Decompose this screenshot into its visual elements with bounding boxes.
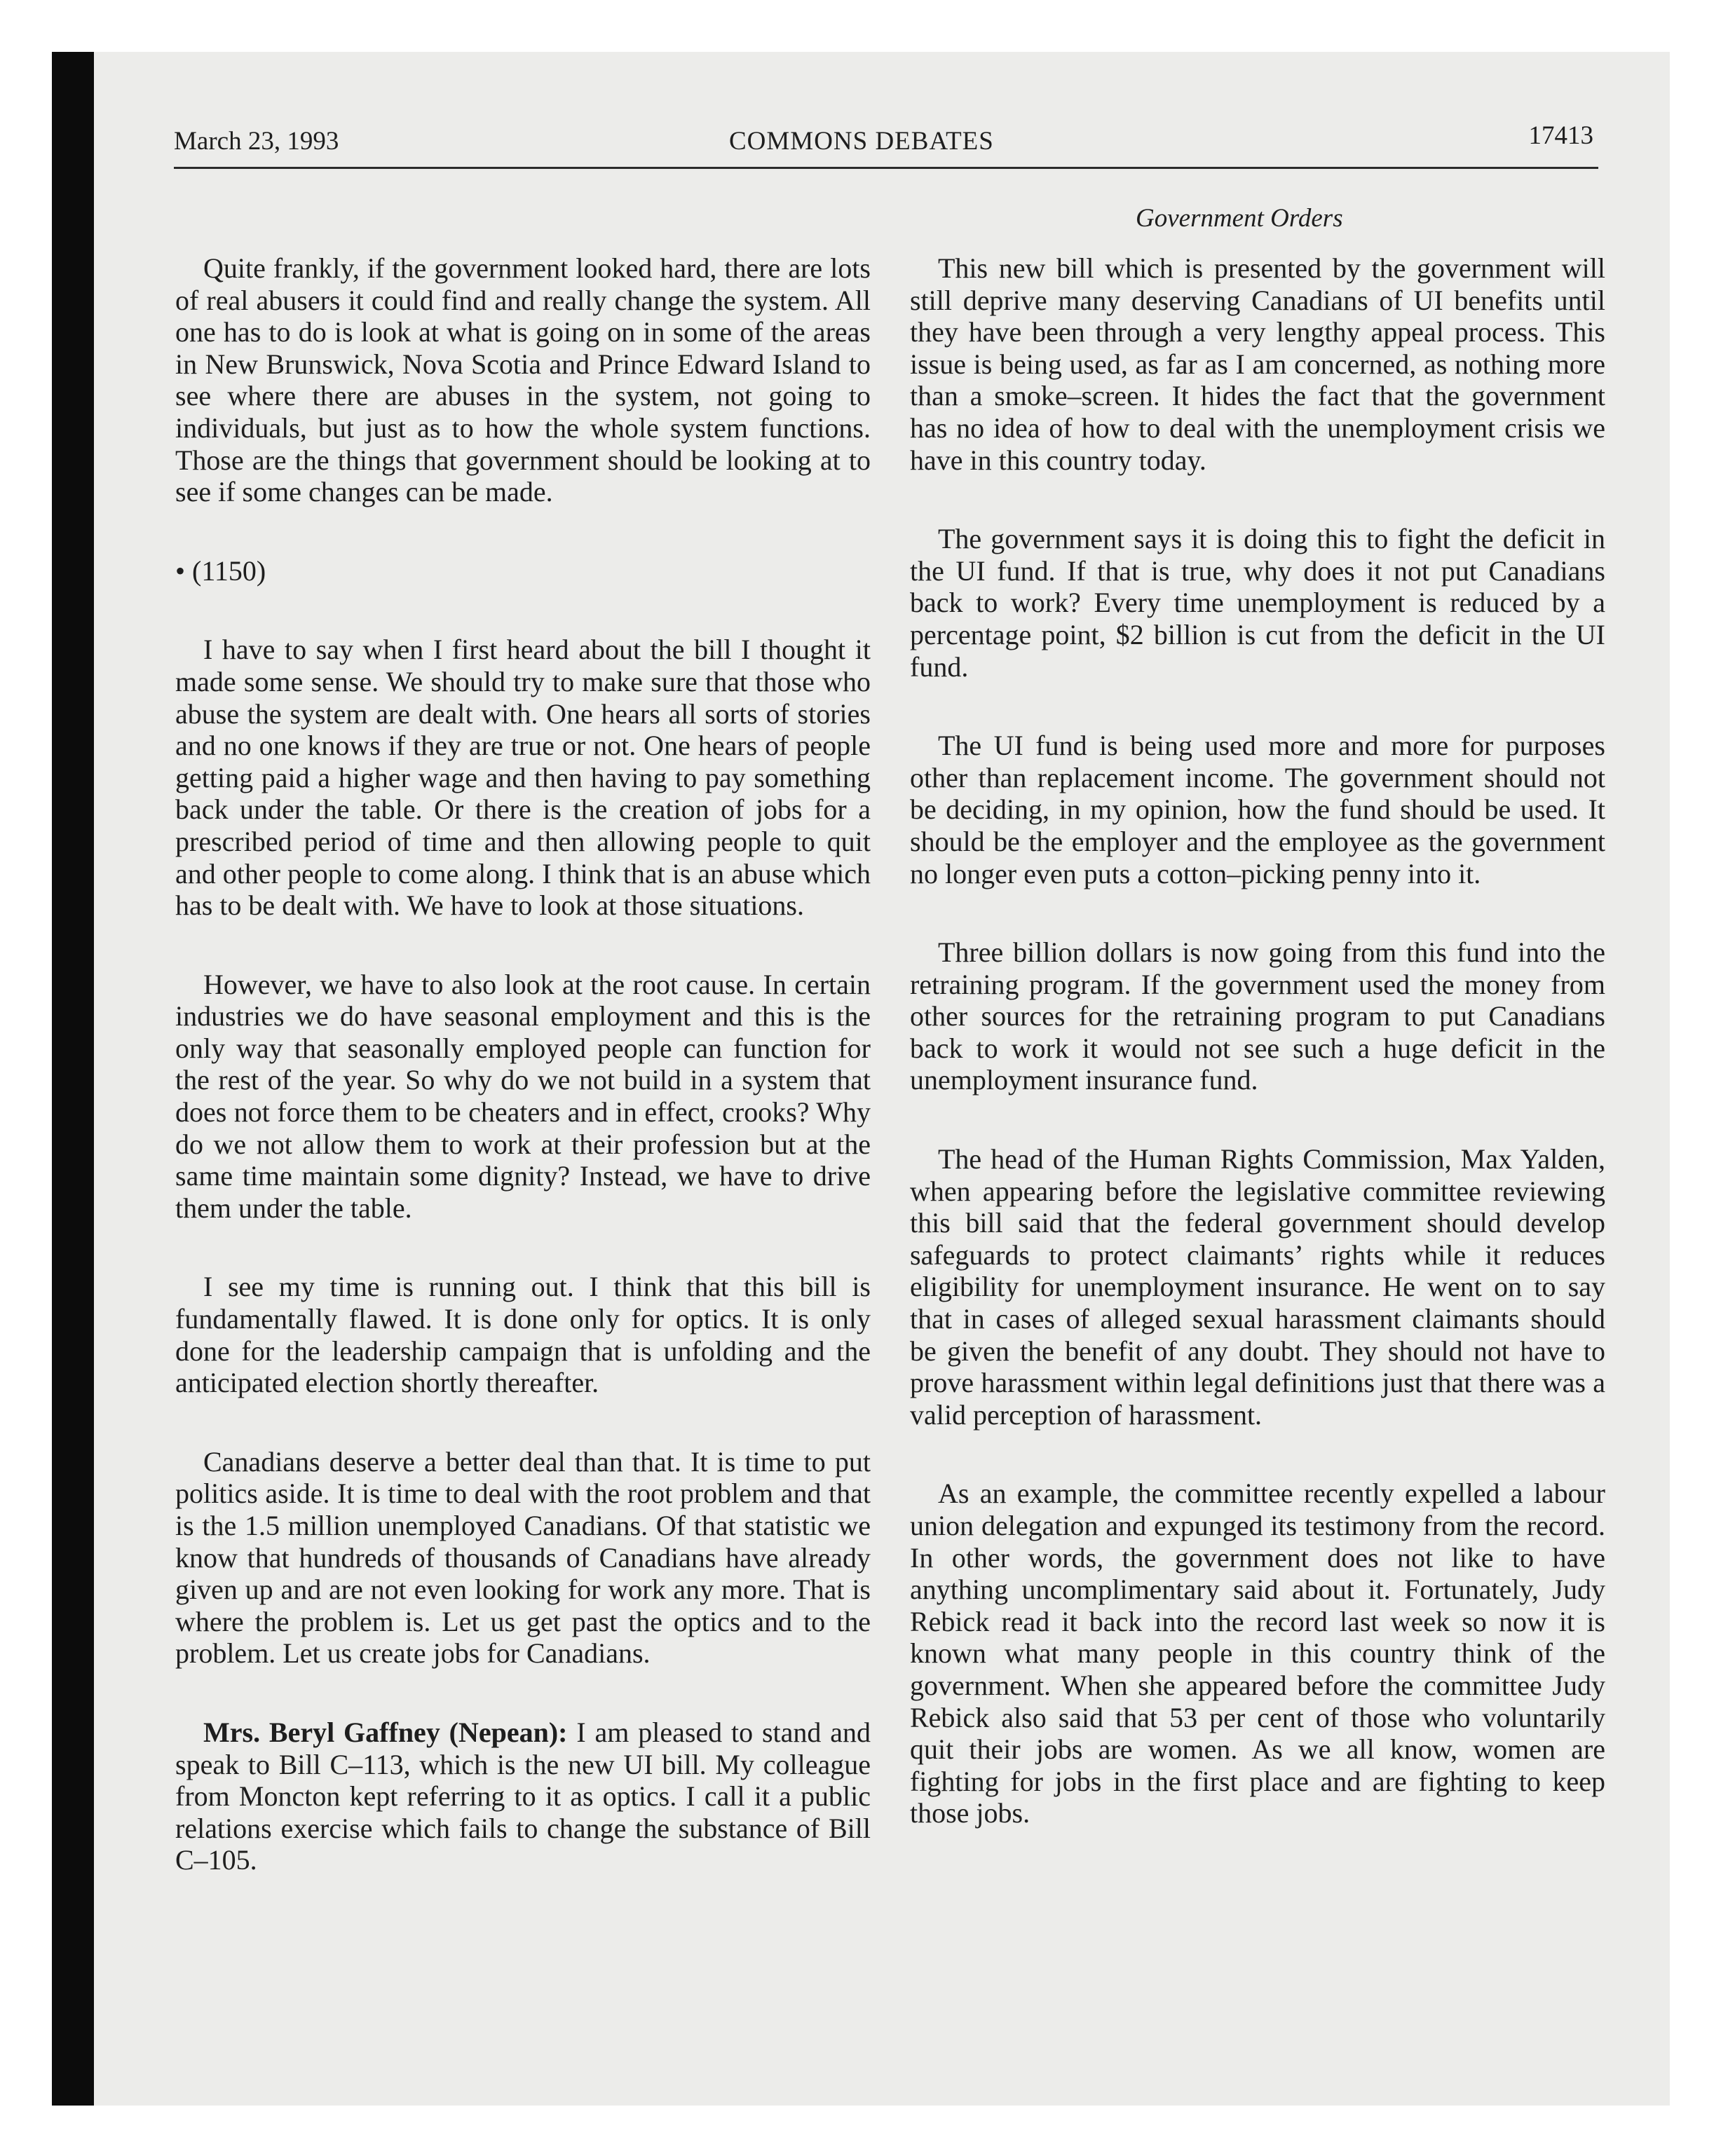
- left-paragraph-2: I have to say when I first heard about the bill I thought it made some sense. We should try to make sure that those who abuse the system are dealt with. One hears all sorts of stories and no one knows if they are true or not. One hears of people getting paid a higher wage and then having to pay something back under the table. Or there is the creation of jobs for a prescribed period of time and then allowing people to quit and other people to come along. I think that is an abuse which has to be dealt with. We have to look at those situations.: [175, 634, 871, 922]
- right-paragraph-6: As an example, the committee recently expelled a labour union delegation and expunged its testimony from the record. In other words, the government does not like to have anything uncomplimentary said about it. Fortunately, Judy Rebick read it back into the record last week so now it is known what many people in this country think of the government. When she appeared before the committee Judy Rebick also said that 53 per cent of those who voluntarily quit their jobs are women. As we all know, women are fighting for jobs in the first place and are fighting to keep those jobs.: [910, 1478, 1605, 1829]
- page-number: 17413: [1528, 121, 1593, 150]
- left-paragraph-3: However, we have to also look at the root cause. In certain industries we do have seasonal employment and this is the only way that seasonally employed people can function for the rest of the year. So why do we not build in a system that does not force them to be cheaters and in effect, crooks? Why do we not allow them to work at their profession but at the same time maintain some dignity? Instead, we have to drive them under the table.: [175, 968, 871, 1224]
- header-title: COMMONS DEBATES: [729, 127, 994, 156]
- left-column: [175, 252, 871, 1876]
- left-paragraph-1: Quite frankly, if the government looked hard, there are lots of real abusers it could find and really change the system. All one has to do is look at what is going on in some of the areas in New Brunswick, Nova Scotia and Prince Edward Island to see where there are abuses in the system, not going to individuals, but just as to how the whole system functions. Those are the things that government should be looking at to see if some changes can be made.: [175, 252, 871, 508]
- scan-binding-edge: [52, 52, 94, 2106]
- right-paragraph-1: This new bill which is presented by the government will still deprive many deserving Canadians of UI benefits until they have been through a very lengthy appeal process. This issue is being used, as far as I am concerned, as nothing more than a smoke–screen. It hides the fact that the government has no idea of how to deal with the unemployment crisis we have in this country today.: [910, 252, 1605, 476]
- speaker-name: Mrs. Beryl Gaffney (Nepean):: [203, 1716, 568, 1748]
- right-paragraph-2: The government says it is doing this to fight the deficit in the UI fund. If that is true, why does it not put Canadians back to work? Every time unemployment is reduced by a percentage point, $2 billion is cut from the deficit in the UI fund.: [910, 523, 1605, 683]
- right-paragraph-4: Three billion dollars is now going from this fund into the retraining program. If the government used the money from other sources for the retraining program to put Canadians back to work it would not see such a huge deficit in the unemployment insurance fund.: [910, 936, 1605, 1096]
- left-paragraph-6: [175, 1717, 871, 1876]
- time-marker: • (1150): [175, 554, 266, 587]
- header-date: March 23, 1993: [174, 127, 339, 156]
- section-title: Government Orders: [1136, 204, 1343, 233]
- speech-text: I am pleased to stand and speak to Bill C–113, which is the new UI bill. My colleague from Moncton kept referring to it as optics. I call it a public relations exercise which fails to change the substance of Bill C–105.: [175, 1716, 871, 1876]
- header-rule: [174, 167, 1598, 169]
- right-paragraph-3: The UI fund is being used more and more for purposes other than replacement income. The government should not be deciding, in my opinion, how the fund should be used. It should be the employer and the employee as the government no longer even puts a cotton–picking penny into it.: [910, 730, 1605, 889]
- left-paragraph-5: Canadians deserve a better deal than that. It is time to put politics aside. It is time to deal with the root problem and that is the 1.5 million unemployed Canadians. Of that statistic we know that hundreds of thousands of Canadians have already given up and are not even looking for work any more. That is where the problem is. Let us get past the optics and to the problem. Let us create jobs for Canadians.: [175, 1445, 871, 1670]
- right-paragraph-5: The head of the Human Rights Commission, Max Yalden, when appearing before the legislative committee reviewing this bill said that the federal government should develop safeguards to protect claimants’ rights while it reduces eligibility for unemployment insurance. He went on to say that in cases of alleged sexual harassment claimants should be given the benefit of any doubt. They should not have to prove harassment within legal definitions just that there was a valid perception of harassment.: [910, 1143, 1605, 1431]
- left-paragraph-4: I see my time is running out. I think that this bill is fundamentally flawed. It is done only for optics. It is only done for the leadership campaign that is unfolding and the anticipated election shortly thereafter.: [175, 1271, 871, 1399]
- right-column: [910, 252, 1605, 1829]
